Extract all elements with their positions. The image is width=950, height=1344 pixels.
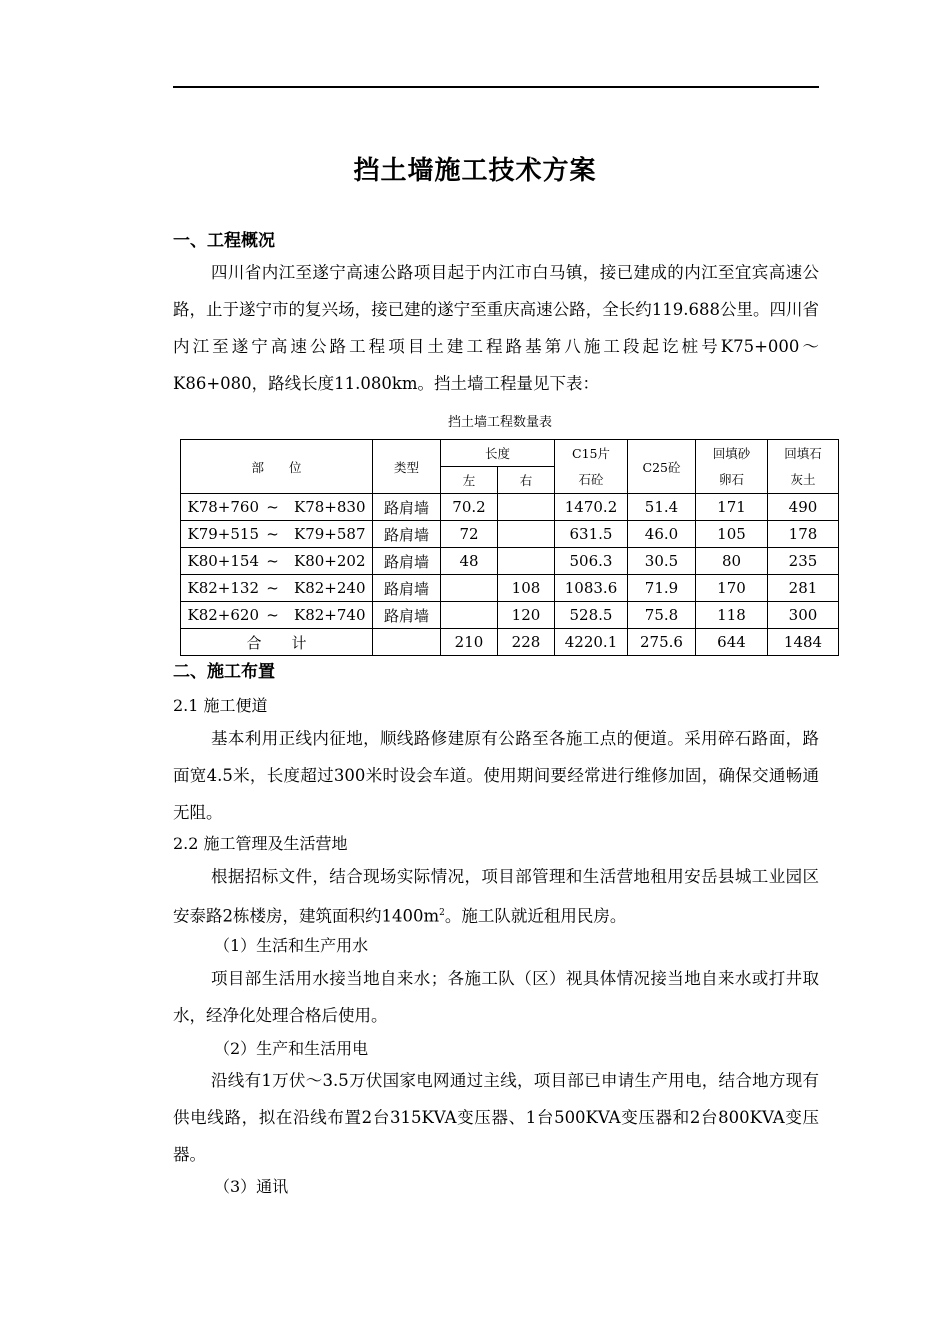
- cell-sand: 171: [696, 494, 768, 521]
- cell-location: K82+132 ~ K82+240: [181, 575, 373, 602]
- total-right: 228: [498, 629, 555, 656]
- header-location: 部 位: [181, 440, 373, 494]
- cell-type: 路肩墙: [373, 548, 441, 575]
- total-c25: 275.6: [628, 629, 696, 656]
- cell-lime: 281: [768, 575, 839, 602]
- header-sand-line1: 回填砂: [712, 445, 751, 461]
- cell-location: K80+154 ~ K80+202: [181, 548, 373, 575]
- header-c15: [555, 440, 628, 494]
- header-lime-line1: 回填石: [784, 445, 822, 461]
- table-row: [181, 548, 839, 575]
- cell-type: 路肩墙: [373, 575, 441, 602]
- cell-c15: 506.3: [555, 548, 628, 575]
- cell-type: 路肩墙: [373, 602, 441, 629]
- header-sand-line2: 卵石: [718, 471, 744, 487]
- cell-left: 72: [441, 521, 498, 548]
- cell-location: K82+620 ~ K82+740: [181, 602, 373, 629]
- retaining-wall-quantity-table: [180, 439, 839, 656]
- cell-lime: 300: [768, 602, 839, 629]
- document-title: 挡土墙施工技术方案: [353, 156, 597, 186]
- cell-sand: 80: [696, 548, 768, 575]
- item-heading-communication: （3）通讯: [214, 1177, 289, 1196]
- section-heading-overview: 一、工程概况: [173, 231, 275, 251]
- cell-c15: 631.5: [555, 521, 628, 548]
- cell-c25: 30.5: [628, 548, 696, 575]
- cell-left: [441, 575, 498, 602]
- cell-right: 108: [498, 575, 555, 602]
- cell-lime: 178: [768, 521, 839, 548]
- cell-c25: 71.9: [628, 575, 696, 602]
- header-left: 左: [441, 467, 498, 494]
- cell-c25: 46.0: [628, 521, 696, 548]
- power-paragraph: 沿线有1万伏～3.5万伏国家电网通过主线，项目部已申请生产用电，结合地方现有供电线路，拟在沿线布置2台315KVA变压器、1台500KVA变压器和2台800KVA变压器。: [173, 1071, 819, 1164]
- cell-c15: 1083.6: [555, 575, 628, 602]
- header-length: 长度: [441, 440, 555, 467]
- cell-right: 120: [498, 602, 555, 629]
- header-c15-line2: 石砼: [578, 471, 604, 487]
- cell-type: 路肩墙: [373, 494, 441, 521]
- cell-location: K78+760 ~ K78+830: [181, 494, 373, 521]
- overview-paragraph: 四川省内江至遂宁高速公路项目起于内江市白马镇，接已建成的内江至宜宾高速公路，止于遂宁市的复兴场，接已建的遂宁至重庆高速公路，全长约119.688公里。四川省内江至遂宁高速公路工程项目土建工程路基第八施工段起讫桩号K75+000～K86+080，路线长度11.080km。挡土墙工程量见下表：: [173, 263, 819, 393]
- cell-lime: 490: [768, 494, 839, 521]
- table-row: [181, 602, 839, 629]
- cell-c25: 51.4: [628, 494, 696, 521]
- item-heading-water: （1）生活和生产用水: [214, 936, 369, 955]
- cell-left: 48: [441, 548, 498, 575]
- header-c15-line1: C15片: [572, 445, 610, 461]
- subsection-heading-camp: 2.2 施工管理及生活营地: [173, 834, 348, 853]
- total-type: [373, 629, 441, 656]
- header-lime-line2: 灰土: [790, 471, 816, 487]
- cell-c25: 75.8: [628, 602, 696, 629]
- table-row: [181, 494, 839, 521]
- cell-sand: 105: [696, 521, 768, 548]
- cell-c15: 1470.2: [555, 494, 628, 521]
- header-type: 类型: [373, 440, 441, 494]
- subsection-heading-access-road: 2.1 施工便道: [173, 696, 268, 715]
- header-lime: [768, 440, 839, 494]
- cell-sand: 118: [696, 602, 768, 629]
- access-road-paragraph: 基本利用正线内征地，顺线路修建原有公路至各施工点的便道。采用碎石路面，路面宽4.5米，长度超过300米时设会车道。使用期间要经常进行维修加固，确保交通畅通无阻。: [173, 729, 819, 822]
- cell-left: [441, 602, 498, 629]
- total-lime: 1484: [768, 629, 839, 656]
- cell-type: 路肩墙: [373, 521, 441, 548]
- cell-lime: 235: [768, 548, 839, 575]
- header-rule: [173, 86, 819, 88]
- section-heading-layout: 二、施工布置: [173, 662, 275, 682]
- cell-location: K79+515 ~ K79+587: [181, 521, 373, 548]
- cell-right: [498, 494, 555, 521]
- total-label: 合 计: [181, 629, 373, 656]
- camp-paragraph: 根据招标文件，结合现场实际情况，项目部管理和生活营地租用安岳县城工业园区安泰路2栋楼房，建筑面积约$1400m^2$。施工队就近租用民房。: [173, 867, 819, 926]
- table-row: [181, 575, 839, 602]
- cell-left: 70.2: [441, 494, 498, 521]
- header-c25: C25砼: [628, 440, 696, 494]
- item-heading-power: （2）生产和生活用电: [214, 1039, 369, 1058]
- cell-right: [498, 521, 555, 548]
- water-paragraph: 项目部生活用水接当地自来水；各施工队（区）视具体情况接当地自来水或打井取水，经净化处理合格后使用。: [173, 969, 819, 1025]
- total-sand: 644: [696, 629, 768, 656]
- cell-sand: 170: [696, 575, 768, 602]
- total-left: 210: [441, 629, 498, 656]
- cell-right: [498, 548, 555, 575]
- header-sand: [696, 440, 768, 494]
- header-right: 右: [498, 467, 555, 494]
- total-c15: 4220.1: [555, 629, 628, 656]
- table-total-row: [181, 629, 839, 656]
- table-caption: 挡土墙工程数量表: [447, 415, 552, 430]
- table-row: [181, 521, 839, 548]
- cell-c15: 528.5: [555, 602, 628, 629]
